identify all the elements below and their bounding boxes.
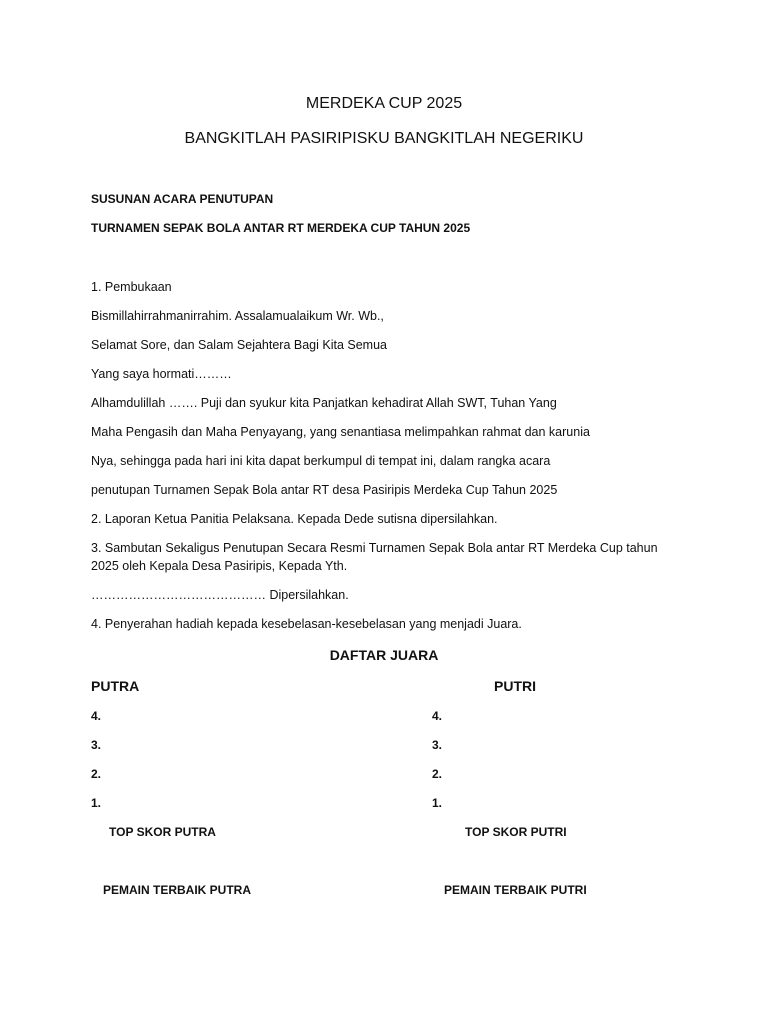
paragraph-line: Nya, sehingga pada hari ini kita dapat berkumpul di tempat ini, dalam rangka acara — [91, 454, 551, 468]
paragraph-line: Bismillahirrahmanirrahim. Assalamualaikum Wr. Wb., — [91, 309, 384, 323]
section-heading: SUSUNAN ACARA PENUTUPAN — [91, 192, 274, 206]
putra-rank: 3. — [91, 738, 102, 752]
best-player-putra-label: PEMAIN TERBAIK PUTRA — [103, 883, 252, 897]
document-title: MERDEKA CUP 2025 — [305, 95, 463, 112]
top-scorer-putra-label: TOP SKOR PUTRA — [109, 825, 216, 839]
putra-rank: 2. — [91, 767, 102, 781]
putri-rank: 3. — [432, 738, 443, 752]
paragraph-line: 2025 oleh Kepala Desa Pasiripis, Kepada Yth. — [91, 559, 348, 573]
putri-rank: 4. — [432, 709, 443, 723]
paragraph-line: 4. Penyerahan hadiah kepada kesebelasan-kesebelasan yang menjadi Juara. — [91, 617, 522, 631]
paragraph-line: Yang saya hormati……… — [91, 367, 232, 381]
paragraph-line: Alhamdulillah ……. Puji dan syukur kita Panjatkan kehadirat Allah SWT, Tuhan Yang — [91, 396, 557, 410]
putra-label: PUTRA — [91, 678, 140, 694]
putri-rank: 2. — [432, 767, 443, 781]
paragraph-line: 2. Laporan Ketua Panitia Pelaksana. Kepada Dede sutisna dipersilahkan. — [91, 512, 498, 526]
document-subtitle: BANGKITLAH PASIRIPISKU BANGKITLAH NEGERIKU — [184, 130, 584, 147]
paragraph-line: Maha Pengasih dan Maha Penyayang, yang senantiasa melimpahkan rahmat dan karunia — [91, 425, 590, 439]
section-subheading: TURNAMEN SEPAK BOLA ANTAR RT MERDEKA CUP TAHUN 2025 — [91, 221, 471, 235]
paragraph-line: 3. Sambutan Sekaligus Penutupan Secara Resmi Turnamen Sepak Bola antar RT Merdeka Cup tahun — [91, 541, 658, 555]
winners-title: DAFTAR JUARA — [329, 647, 439, 663]
top-scorer-putri-label: TOP SKOR PUTRI — [465, 825, 567, 839]
putra-rank: 1. — [91, 796, 102, 810]
putri-rank: 1. — [432, 796, 443, 810]
putra-rank: 4. — [91, 709, 102, 723]
paragraph-line: …………………………………… Dipersilahkan. — [91, 588, 349, 602]
putri-label: PUTRI — [494, 678, 536, 694]
paragraph-line: penutupan Turnamen Sepak Bola antar RT desa Pasiripis Merdeka Cup Tahun 2025 — [91, 483, 558, 497]
paragraph-line: 1. Pembukaan — [91, 280, 172, 294]
paragraph-line: Selamat Sore, dan Salam Sejahtera Bagi Kita Semua — [91, 338, 388, 352]
best-player-putri-label: PEMAIN TERBAIK PUTRI — [444, 883, 587, 897]
